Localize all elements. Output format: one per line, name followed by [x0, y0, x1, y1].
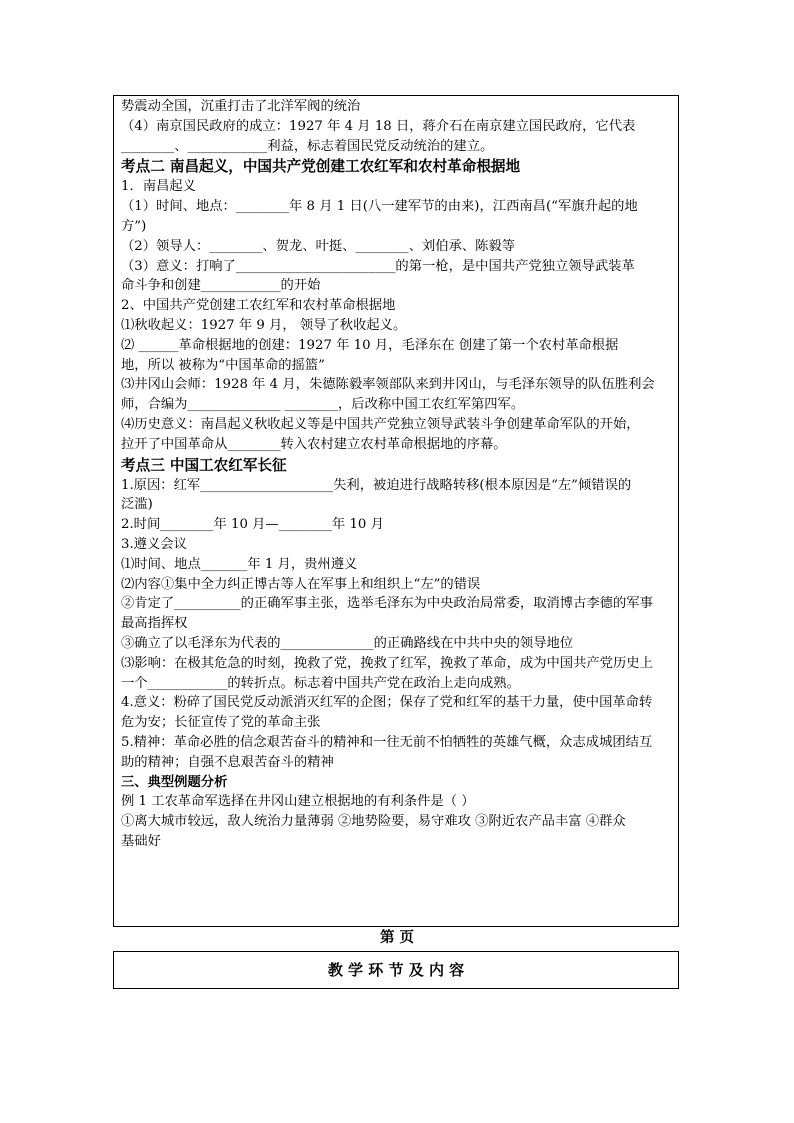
text-line: （2）领导人：________、贺龙、叶挺、________、刘伯承、陈毅等: [121, 238, 516, 254]
text-line: ⑶井冈山会师：1928 年 4 月，朱德陈毅率领部队来到井冈山，与毛泽东领导的队伍胜利会: [121, 377, 655, 393]
section-heading: 考点三 中国工农红军长征: [121, 456, 287, 474]
text-line: ⑴时间、地点_______年 1 月，贵州遵义: [121, 556, 358, 572]
text-line: ①离大城市较远，敌人统治力量薄弱 ②地势险要，易守难攻 ③附近农产品丰富 ④群众: [121, 814, 626, 830]
document-body: [121, 97, 677, 852]
text-line: 一个____________的转折点。标志着中国共产党在政治上走向成熟。: [121, 675, 520, 691]
text-line: 最高指挥权: [121, 616, 188, 632]
text-line: 师，合编为______________ ________，后改称中国工农红军第四军。: [121, 397, 525, 413]
text-line: 5.精神：革命必胜的信念艰苦奋斗的精神和一往无前不怕牺牲的英雄气概，众志成城团结互: [121, 734, 653, 750]
text-line: 例 1 工农革命军选择在井冈山建立根据地的有利条件是（ ）: [121, 794, 475, 810]
text-line: 1.原因：红军____________________失利，被迫进行战略转移(根本原因是“左”倾错误的: [121, 477, 632, 493]
text-line: ⑷历史意义：南昌起义秋收起义等是中国共产党独立领导武装斗争创建革命军队的开始，: [121, 416, 640, 432]
text-line: 地，所以 被称为“中国革命的摇篮”: [121, 357, 325, 373]
text-line: 泛滥): [121, 497, 153, 513]
section-title: 教 学 环 节 及 内 容: [327, 961, 465, 979]
section-title-box: [113, 951, 679, 989]
text-line: 1．南昌起义: [121, 179, 196, 195]
text-line: ③确立了以毛泽东为代表的______________的正确路线在中共中央的领导地位: [121, 635, 574, 651]
text-line: 拉开了中国革命从________转入农村建立农村革命根据地的序幕。: [121, 436, 507, 452]
text-line: ⑶影响：在极其危急的时刻，挽救了党，挽救了红军，挽救了革命，成为中国共产党历史上: [121, 655, 653, 671]
text-line: 基础好: [121, 833, 161, 849]
text-line: 命斗争和创建____________的开始: [121, 278, 321, 294]
text-line: 2、中国共产党创建工农红军和农村革命根据地: [121, 298, 396, 314]
text-line: 方”): [121, 218, 147, 234]
text-line: ⑴秋收起义：1927 年 9 月， 领导了秋收起义。: [121, 317, 407, 333]
text-line: 2.时间________年 10 月—________年 10 月: [121, 517, 384, 533]
section-heading: 三、典型例题分析: [121, 774, 228, 790]
text-line: ________、____________利益，标志着国民党反动统治的建立。: [121, 138, 494, 154]
text-line: 危为安；长征宣传了党的革命主张: [121, 715, 321, 731]
text-line: 4.意义：粉碎了国民党反动派消灭红军的企图；保存了党和红军的基干力量，使中国革命转: [121, 695, 653, 711]
text-line: （4）南京国民政府的成立：1927 年 4 月 18 日，蒋介石在南京建立国民政府，它代表: [121, 118, 636, 134]
text-line: ⑵ ______革命根据地的创建：1927 年 10 月，毛泽东在 创建了第一个农村革命根据: [121, 337, 619, 353]
text-line: （3）意义：打响了________________________的第一枪，是中国共产党独立领导武装革: [121, 258, 635, 274]
text-line: 3.遵义会议: [121, 536, 187, 552]
section-heading: 考点二 南昌起义，中国共产党创建工农红军和农村革命根据地: [121, 158, 521, 176]
page-number-label: 第 页: [379, 930, 415, 946]
text-line: （1）时间、地点：________年 8 月 1 日(八一建军节的由来)，江西南昌(“军旗升起的地: [121, 199, 638, 215]
text-line: ⑵内容①集中全力纠正博古等人在军事上和组织上“左”的错误: [121, 576, 481, 592]
text-line: 助的精神；自强不息艰苦奋斗的精神: [121, 754, 334, 770]
text-line: 势震动全国，沉重打击了北洋军阀的统治: [121, 99, 361, 114]
text-line: ②肯定了__________的正确军事主张，选举毛泽东为中央政治局常委，取消博古李德的军事: [121, 596, 653, 612]
